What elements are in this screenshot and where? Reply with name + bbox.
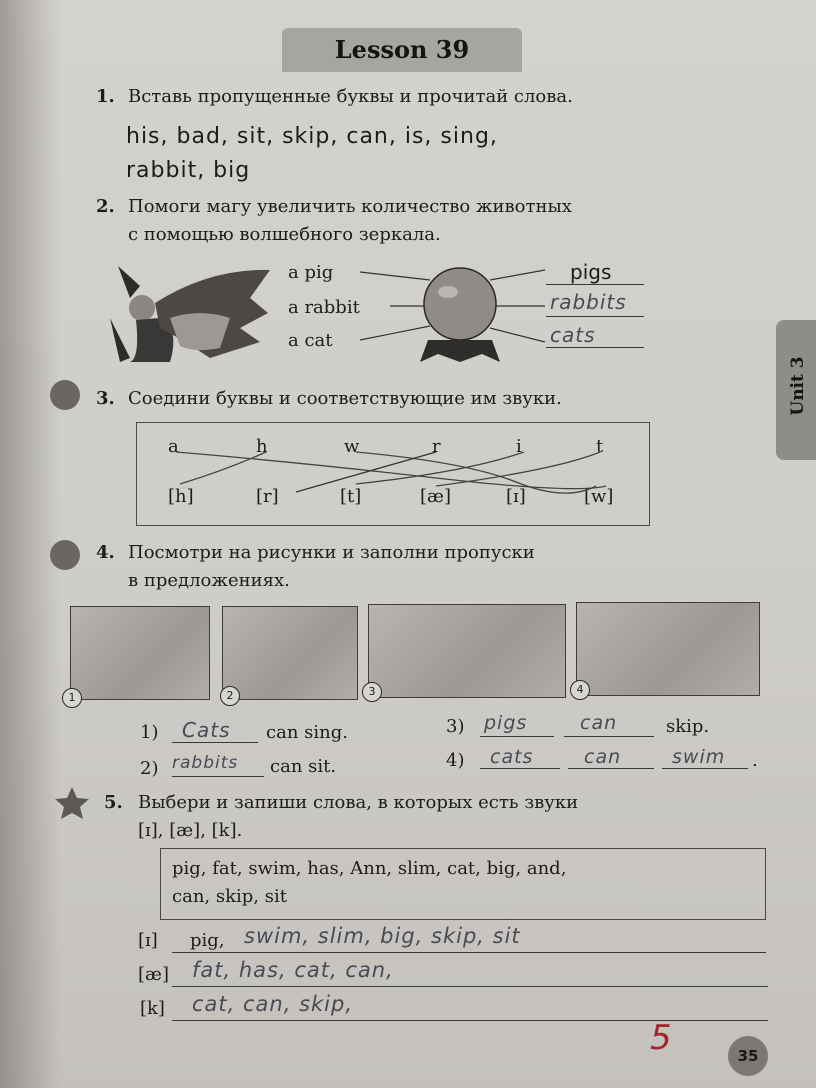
ex4-instruction-line1: Посмотри на рисунки и заполни пропуски	[128, 542, 535, 563]
answer-line	[564, 736, 654, 737]
ex4-instruction-line2: в предложениях.	[128, 570, 290, 591]
page-number: 35	[728, 1036, 768, 1076]
ex5-number: 5.	[104, 792, 123, 813]
ex2-number: 2.	[96, 196, 115, 217]
ex2-instruction-line2: с помощью волшебного зеркала.	[128, 224, 441, 245]
sentence-4-answer-2: can	[584, 746, 622, 768]
plural-written-cats: cats	[550, 323, 596, 347]
row-k-written: cat, can, skip,	[192, 992, 354, 1016]
picture-number: 1	[62, 688, 82, 708]
unit-tab-label: Unit 3	[788, 356, 808, 416]
sentence-3-rest: skip.	[666, 716, 710, 737]
picture-cats-swimming	[576, 602, 760, 696]
sentence-4-answer-1: cats	[490, 746, 534, 768]
picture-pigs-skipping	[368, 604, 566, 698]
answer-line	[480, 736, 554, 737]
sound-w: [w]	[584, 486, 614, 507]
answer-line	[172, 952, 766, 953]
row-ae-written: fat, has, cat, can,	[192, 958, 394, 982]
writing-icon	[50, 540, 80, 570]
letter-i: i	[516, 436, 522, 457]
mirror-with-arrows	[350, 262, 550, 372]
ex3-number: 3.	[96, 388, 115, 409]
sentence-4-number: 4)	[446, 750, 465, 771]
row-i-written: swim, slim, big, skip, sit	[244, 924, 521, 948]
sentence-4-answer-3: swim	[672, 746, 726, 768]
plural-written-rabbits: rabbits	[550, 290, 627, 314]
sound-ae: [æ]	[420, 486, 451, 507]
row-k-sound: [k]	[140, 998, 165, 1019]
sentence-1-answer: Cats	[182, 718, 231, 742]
picture-number: 3	[362, 682, 382, 702]
sound-i: [ɪ]	[506, 486, 526, 507]
sentence-3-number: 3)	[446, 716, 465, 737]
ex1-number: 1.	[96, 86, 115, 107]
picture-number: 2	[220, 686, 240, 706]
answer-line	[546, 284, 644, 285]
wizard-illustration	[100, 258, 275, 368]
letter-r: r	[432, 436, 441, 457]
sentence-2-rest: can sit.	[270, 756, 337, 777]
singular-cat: a cat	[288, 330, 333, 351]
ex4-number: 4.	[96, 542, 115, 563]
answer-line	[662, 768, 748, 769]
answer-line	[172, 1020, 768, 1021]
sentence-2-answer: rabbits	[172, 753, 239, 773]
sentence-1-number: 1)	[140, 722, 159, 743]
answer-line	[546, 347, 644, 348]
ex3-instruction: Соедини буквы и соответствующие им звуки.	[128, 388, 562, 409]
lesson-title: Lesson 39	[282, 28, 522, 72]
picture-number: 4	[570, 680, 590, 700]
letter-h: h	[256, 436, 268, 457]
ex2-instruction-line1: Помоги магу увеличить количество животных	[128, 196, 572, 217]
ex5-box-line1: pig, fat, swim, has, Ann, slim, cat, big, and,	[172, 858, 567, 879]
answer-line	[546, 316, 644, 317]
answer-line	[568, 768, 654, 769]
row-i-printed: pig,	[190, 930, 225, 951]
plural-printed-pigs: pigs	[570, 260, 612, 284]
sentence-3-answer-1: pigs	[484, 712, 528, 734]
grade-mark: 5	[650, 1018, 673, 1058]
sound-r: [r]	[256, 486, 279, 507]
unit-tab	[776, 320, 816, 460]
listening-icon	[50, 380, 80, 410]
singular-pig: a pig	[288, 262, 334, 283]
answer-line	[480, 768, 560, 769]
ex1-words-line1: his, bad, sit, skip, can, is, sing,	[126, 124, 498, 149]
matching-lines	[136, 422, 648, 524]
star-icon	[54, 786, 90, 820]
ex1-words-line2: rabbit, big	[126, 158, 251, 183]
page-shadow	[0, 0, 60, 1088]
answer-line	[172, 776, 264, 777]
ex5-instruction-line1: Выбери и запиши слова, в которых есть звуки	[138, 792, 579, 813]
sound-h: [h]	[168, 486, 194, 507]
letter-a: a	[168, 436, 179, 457]
ex5-box-line2: can, skip, sit	[172, 886, 287, 907]
row-ae-sound: [æ]	[138, 964, 169, 985]
sentence-3-answer-2: can	[580, 712, 618, 734]
letter-t: t	[596, 436, 604, 457]
answer-line	[172, 986, 768, 987]
ex5-instruction-line2: [ɪ], [æ], [k].	[138, 820, 243, 841]
sentence-1-rest: can sing.	[266, 722, 348, 743]
sentence-2-number: 2)	[140, 758, 159, 779]
ex1-instruction: Вставь пропущенные буквы и прочитай слова.	[128, 86, 573, 107]
answer-line	[172, 742, 258, 743]
letter-w: w	[344, 436, 360, 457]
row-i-sound: [ɪ]	[138, 930, 158, 951]
picture-rabbits-sitting	[222, 606, 358, 700]
singular-rabbit: a rabbit	[288, 297, 360, 318]
sentence-4-rest: .	[752, 750, 758, 771]
sound-t: [t]	[340, 486, 362, 507]
picture-cats-singing	[70, 606, 210, 700]
